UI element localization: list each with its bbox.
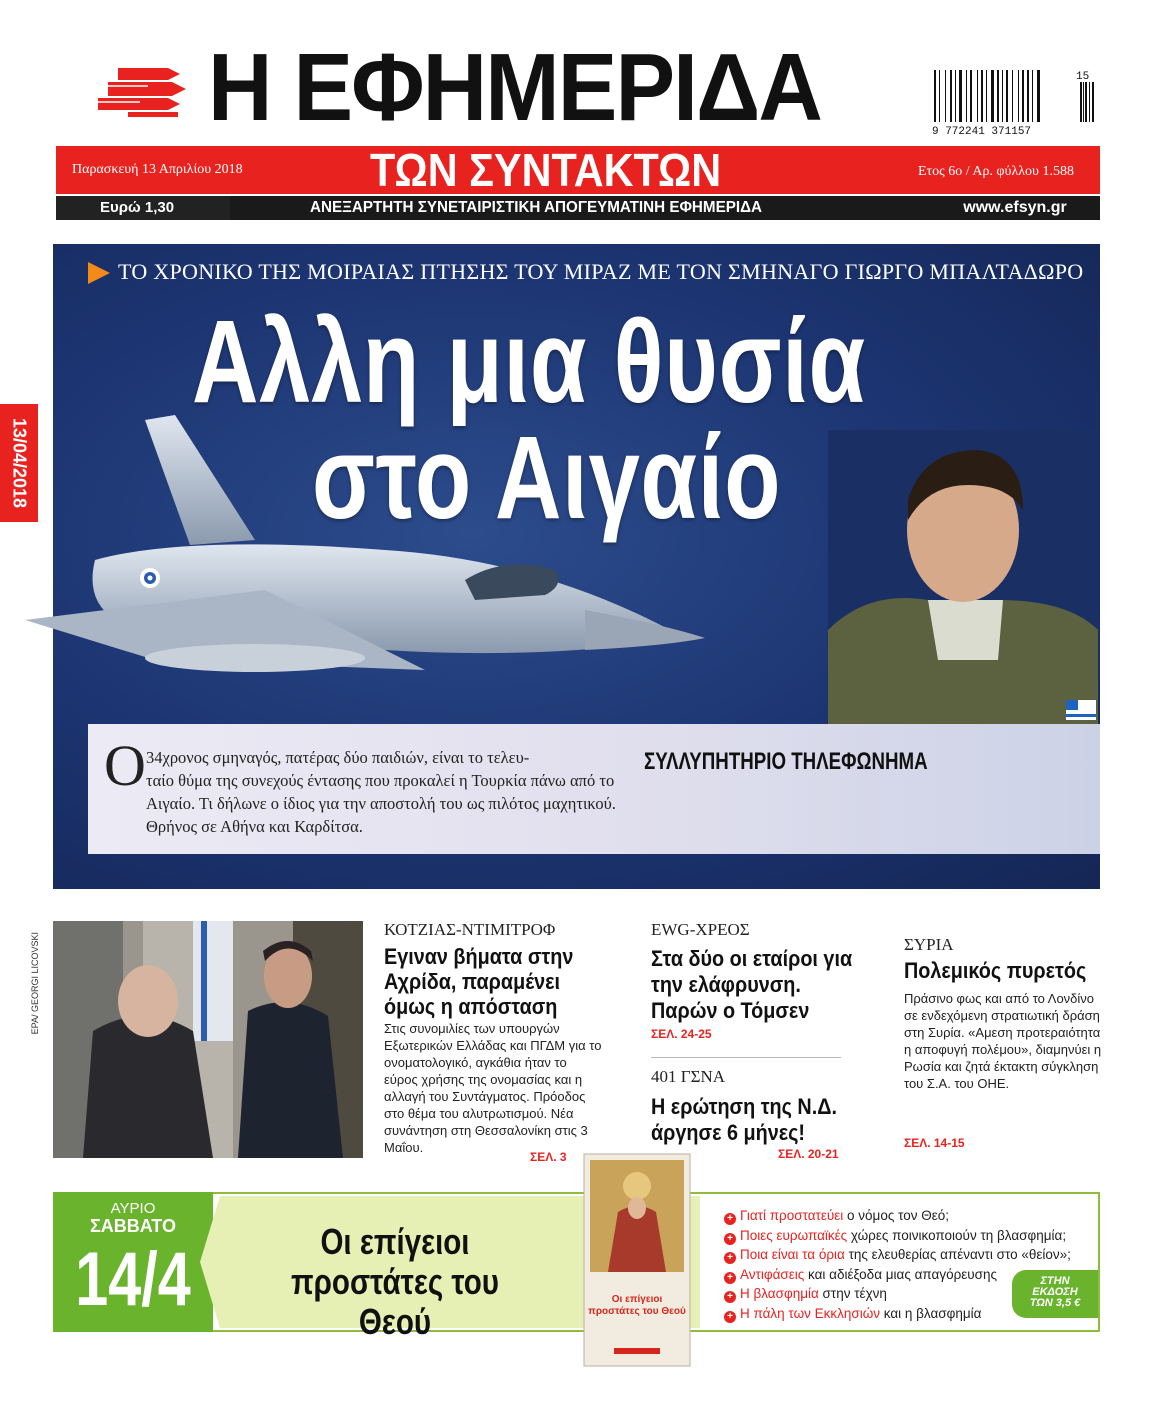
pilot-portrait-image <box>828 430 1098 726</box>
story-kicker: ΚΟΤΖΙΑΣ-ΝΤΙΜΙΤΡΟΦ <box>384 920 556 939</box>
condolence-title: ΣΥΛΛΥΠΗΤΗΡΙΟ ΤΗΛΕΦΩΝΗΜΑ <box>644 748 928 775</box>
price-label: Ευρώ 1,30 <box>56 196 230 220</box>
hero-kicker: ΤΟ ΧΡΟΝΙΚΟ ΤΗΣ ΜΟΙΡΑΙΑΣ ΠΤΗΣΗΣ ΤΟΥ ΜΙΡΑΖ ΜΕ ΤΟΝ ΣΜΗΝΑΓΟ ΓΙΩΡΓΟ ΜΠΑΛΤΑΔΩΡΟ <box>118 259 1084 284</box>
masthead-subtitle: ΤΩΝ ΣΥΝΤΑΚΤΩΝ <box>370 144 722 196</box>
plus-icon: + <box>724 1272 736 1284</box>
pen-logo-icon <box>88 60 198 120</box>
svg-text:Οι επίγειοι: Οι επίγειοι <box>611 1294 663 1305</box>
promo-title[interactable]: Οι επίγειοι προστάτες του Θεού <box>291 1221 499 1342</box>
story-headline[interactable]: Πολεμικός πυρετός <box>904 958 1087 983</box>
promo-bullet-highlight: Ποιες ευρωπαϊκές <box>740 1227 848 1243</box>
arrow-right-icon <box>88 262 110 284</box>
promo-bullet-text: χώρες ποινικοποιούν τη βλασφημία; <box>847 1227 1067 1243</box>
story-kicker: 401 ΓΣΝΑ <box>651 1067 726 1086</box>
promo-bullet-highlight: Ποια είναι τα όρια <box>740 1247 845 1262</box>
plus-icon: + <box>724 1252 736 1264</box>
promo-bullet-item <box>724 1245 1104 1265</box>
page-reference: ΣΕΛ. 20-21 <box>778 1147 839 1161</box>
promo-bullet-text: και αδιέξοδα μιας απαγόρευσης <box>804 1266 998 1282</box>
promo-bullet-highlight: Αντιφάσεις <box>740 1266 805 1282</box>
side-date-label: 13/04/2018 <box>9 417 30 509</box>
page-reference: ΣΕΛ. 24-25 <box>651 1027 712 1041</box>
plus-icon: + <box>724 1233 736 1245</box>
story-headline[interactable]: Εγιναν βήματα στην Αχρίδα, παραμένει όμως η απόσταση <box>384 944 574 1019</box>
promo-bullet-highlight: Η βλασφημία <box>740 1286 819 1301</box>
hero-headline-line-1: Αλλη μια θυσία <box>192 296 867 428</box>
promo-bullet-text: και η βλασφημία <box>880 1305 982 1321</box>
promo-bullet-highlight: Γιατί προστατεύει <box>740 1208 844 1223</box>
book-cover-image <box>578 1152 696 1368</box>
issue-number: Ετος 6ο / Αρ. φύλλου 1.588 <box>918 164 1074 179</box>
caption-first-line: 34χρονος σμηναγός, πατέρας δύο παιδιών, είναι το τελευ- <box>146 748 530 767</box>
promo-date: 14/4 <box>75 1237 191 1322</box>
promo-bullet-highlight: Η πάλη των Εκκλησιών <box>740 1305 881 1321</box>
story-kicker: EWG-ΧΡΕΟΣ <box>651 920 750 939</box>
promo-day: ΣΑΒΒΑΤΟ <box>90 1216 176 1236</box>
masthead-tagline: ΑΝΕΞΑΡΤΗΤΗ ΣΥΝΕΤΑΙΡΙΣΤΙΚΗ ΑΠΟΓΕΥΜΑΤΙΝΗ ΕΦΗΜΕΡΙΔΑ <box>310 199 762 216</box>
story-kicker: ΣΥΡΙΑ <box>904 935 954 954</box>
photo-credit: EPA/ GEORGI LICOVSKI <box>30 932 40 1035</box>
promo-bullet-item <box>724 1206 1104 1226</box>
promo-bullet-item <box>724 1226 1104 1246</box>
hero-caption-text <box>146 746 616 838</box>
diplomats-photo <box>53 921 363 1158</box>
promo-bullet-text: της ελευθερίας απέναντι στο «θείον»; <box>844 1247 1071 1262</box>
caption-dropcap: Ο <box>104 733 146 798</box>
promo-bullet-text: στην τέχνη <box>818 1286 887 1301</box>
caption-rest: ταίο θύμα της συνεχούς έντασης που προκαλεί η Τουρκία πάνω από το Αιγαίο. Τι δήλωνε ο ίδιος για την αποστολή του ως πιλότος μαχητικού. Θρήνος σε Αθήνα και Καρδίτσα. <box>146 771 616 836</box>
badge-line-1: ΣΤΗΝ <box>1040 1275 1070 1287</box>
issue-date: Παρασκευή 13 Απριλίου 2018 <box>72 162 243 177</box>
plus-icon: + <box>724 1311 736 1323</box>
badge-line-3: ΤΩΝ 3,5 € <box>1029 1297 1081 1309</box>
page-reference: ΣΕΛ. 14-15 <box>904 1136 965 1150</box>
story-body: Στις συνομιλίες των υπουργών Εξωτερικών Ελλάδας και ΠΓΔΜ για το ονοματολογικό, αγκάθια ήταν το εύρος χρήσης της ονομασίας και η αλλαγή του Συντάγματος. Πρόοδος στο θέμα του αλυτρωτισμού. Νέα συνάντηση στη Θεσσαλονίκη στις 3 Μαΐου. <box>384 1021 602 1155</box>
promo-bullet-text: ο νόμος τον Θεό; <box>843 1208 950 1223</box>
svg-text:προστάτες του Θεού: προστάτες του Θεού <box>588 1306 686 1317</box>
badge-line-2: ΕΚΔΟΣΗ <box>1032 1286 1078 1298</box>
story-body: Πράσινο φως και από το Λονδίνο σε ενδεχόμενη στρατιωτική δράση στη Συρία. «Αμεση προτεραιότητα η αποφυγή πολέμου», διαμηνύει η Ρωσία και ζητά έκτακτη σύγκληση του Σ.Α. του ΟΗΕ. <box>904 991 1102 1091</box>
barcode-number: 9 772241 371157 <box>932 126 1032 138</box>
plus-icon: + <box>724 1291 736 1303</box>
divider <box>651 1057 841 1058</box>
story-headline[interactable]: Στα δύο οι εταίροι για την ελάφρυνση. Παρών ο Τόμσεν <box>651 946 853 1023</box>
barcode-addon: 15 <box>1076 71 1090 83</box>
plus-icon: + <box>724 1213 736 1225</box>
promo-price-badge <box>1012 1270 1098 1318</box>
website-link[interactable]: www.efsyn.gr <box>963 199 1067 216</box>
hero-headline-line-2: στο Αιγαίο <box>312 412 782 544</box>
page-reference: ΣΕΛ. 3 <box>530 1150 567 1164</box>
barcode-icon <box>932 68 1102 138</box>
story-headline[interactable]: Η ερώτηση της Ν.Δ. άργησε 6 μήνες! <box>651 1094 837 1145</box>
masthead-title: Η ΕΦΗΜΕΡΙΔΑ <box>208 34 822 141</box>
promo-tomorrow: ΑΥΡΙΟ <box>110 1200 156 1217</box>
